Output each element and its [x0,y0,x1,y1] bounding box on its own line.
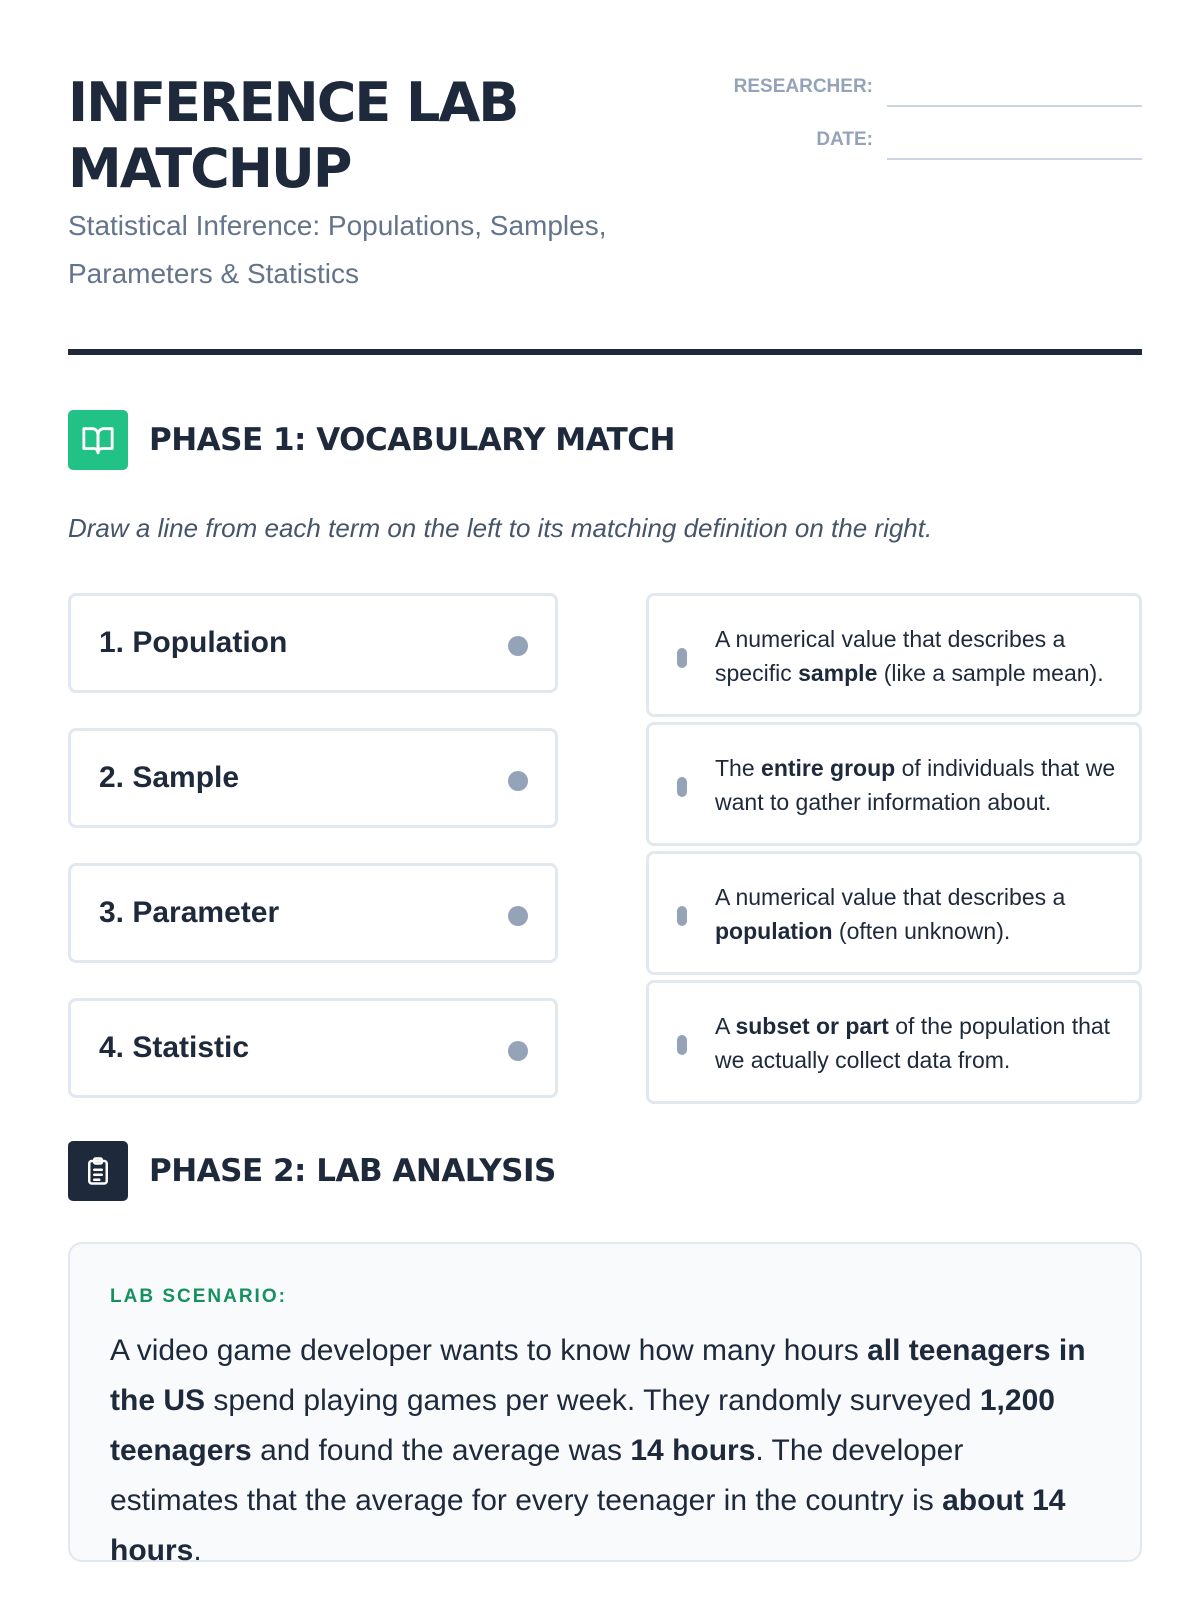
definition-text: The entire group of individuals that we want to gather information about. [715,755,1116,815]
clipboard-icon [68,1141,128,1201]
definition-card[interactable] [646,593,1142,717]
connector-dot[interactable] [508,906,528,926]
connector-marker[interactable] [677,648,687,668]
term-card[interactable] [68,593,558,693]
term-card[interactable] [68,998,558,1098]
scenario-label: LAB SCENARIO: [110,1286,287,1307]
definition-card[interactable] [646,980,1142,1104]
term-label: 1. Population [99,626,288,659]
header-divider [68,349,1142,355]
researcher-label: RESEARCHER: [733,76,873,97]
connector-dot[interactable] [508,1041,528,1061]
connector-marker[interactable] [677,1035,687,1055]
scenario-text: A video game developer wants to know how many hours all teenagers in the US spend playing games per week. They randomly surveyed 1,200 teenagers and found the average was 14 hours. The developer estimates that the average for every teenager in the country is about 14 hours. [110,1334,1086,1567]
definition-text: A numerical value that describes a population (often unknown). [715,884,1066,944]
researcher-input-line[interactable] [887,105,1142,107]
date-label: DATE: [816,129,873,150]
connector-dot[interactable] [508,771,528,791]
date-input-line[interactable] [887,158,1142,160]
page-subtitle: Statistical Inference: Populations, Samples, Parameters & Statistics [68,210,607,289]
page-title: INFERENCE LAB MATCHUP [68,71,518,200]
term-label: 3. Parameter [99,896,280,929]
phase1-header [68,410,1142,470]
book-icon [68,410,128,470]
term-card[interactable] [68,863,558,963]
definition-card[interactable] [646,851,1142,975]
phase1-title: PHASE 1: VOCABULARY MATCH [149,422,675,458]
definition-text: A subset or part of the population that we actually collect data from. [715,1013,1111,1073]
definition-card[interactable] [646,722,1142,846]
connector-marker[interactable] [677,906,687,926]
phase2-title: PHASE 2: LAB ANALYSIS [149,1153,556,1189]
phase1-instruction: Draw a line from each term on the left to its matching definition on the right. [68,513,933,543]
researcher-field [668,70,1142,110]
worksheet-page [68,0,1142,1600]
lab-scenario-card [68,1242,1142,1567]
term-label: 2. Sample [99,761,240,794]
connector-marker[interactable] [677,777,687,797]
date-field [668,123,1142,163]
connector-dot[interactable] [508,636,528,656]
term-card[interactable] [68,728,558,828]
phase2-header [68,1141,1142,1201]
definition-text: A numerical value that describes a specific sample (like a sample mean). [715,626,1104,686]
term-label: 4. Statistic [99,1031,250,1064]
